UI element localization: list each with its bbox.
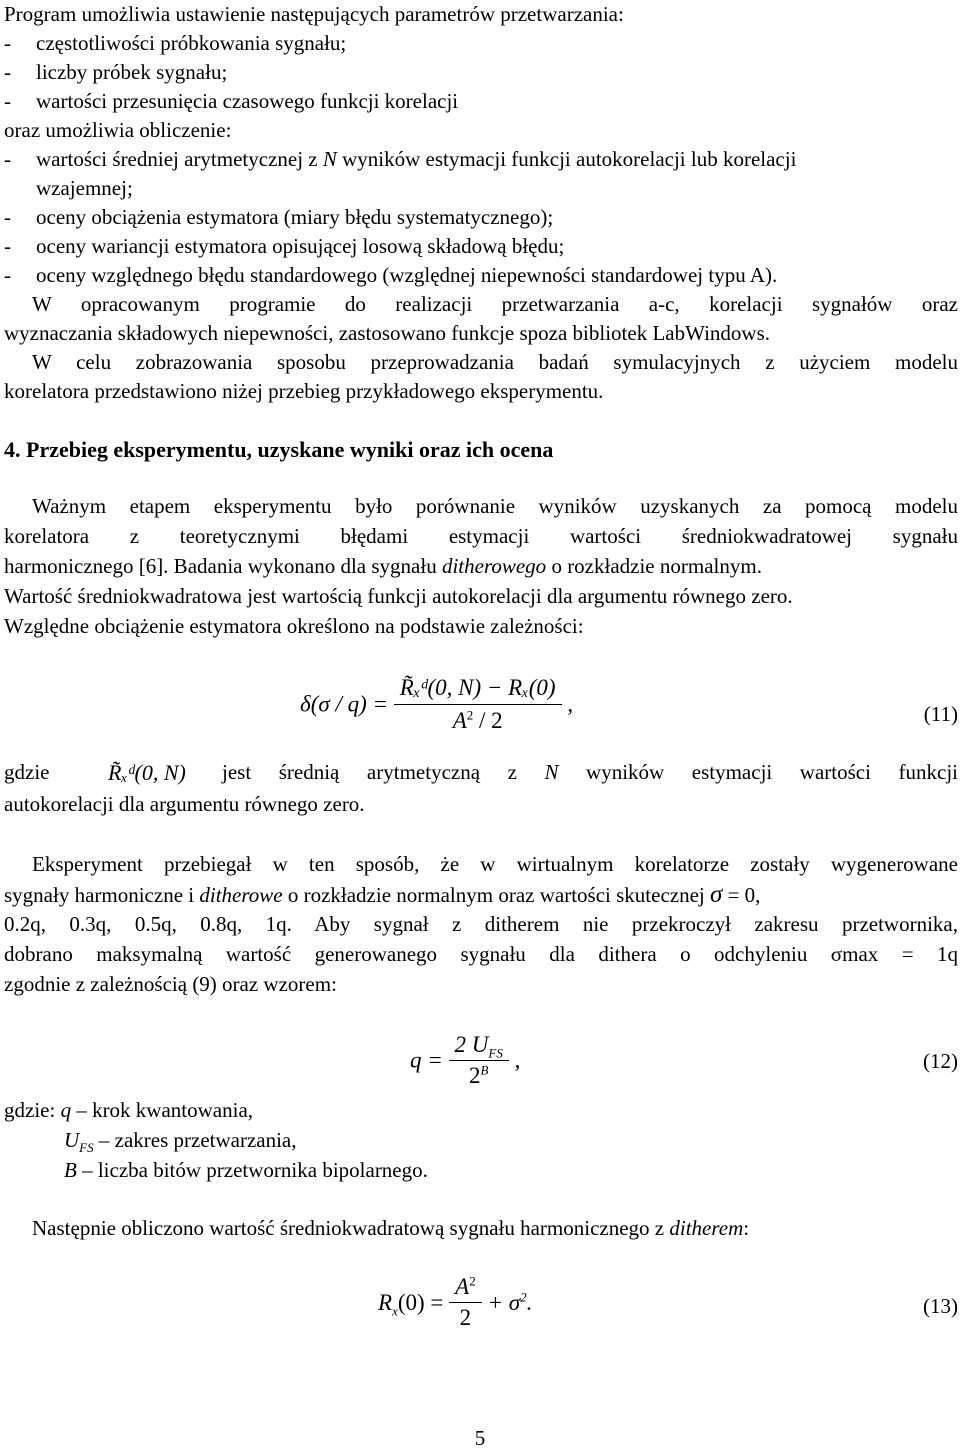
eq13-end: . [526,1289,533,1315]
para2-line1: W celu zobrazowania sposobu przeprowadzania badań symulacyjnych z użyciem modelu [32,350,958,374]
eq13-plus-sigma: + σ [487,1289,521,1315]
eq13-plus [487,1290,532,1315]
symbol-N: N [322,147,337,171]
para3-line1: Ważnym etapem eksperymentu było porównanie wyników uzyskanych za pomocą modelu [32,494,958,518]
eq12-numerator [449,1030,509,1060]
eq12-comma: , [514,1047,521,1073]
list-dash: - [4,60,11,84]
equation-number-11: (11) [923,702,958,726]
list-dash: - [4,263,11,287]
calc-item-1-cont: wzajemnej; [36,176,133,200]
para1-line1: W opracowanym programie do realizacji przetwarzania a-c, korelacji sygnałów oraz [32,292,958,316]
calc-text: oceny obciążenia estymatora (miary błędu systematycznego); [36,205,554,229]
para5-text: Następnie obliczono wartość średniokwadratową sygnału harmonicznego z [32,1216,670,1240]
eq12-fraction [449,1030,509,1091]
eq11-den-rest: / 2 [473,708,503,733]
where2-text: – zakres przetwarzania, [93,1128,297,1152]
equation-number-13: (13) [923,1294,958,1318]
list-dash: - [4,205,11,229]
param-item-3 [4,87,958,117]
para3-line5: Względne obciążenie estymatora określono na podstawie zależności: [4,614,584,638]
eq11-comma: , [567,691,574,717]
eq13-denominator: 2 [449,1302,482,1333]
param-item-1 [4,29,958,59]
equation-11 [300,672,573,737]
eq12-lhs: q = [410,1047,443,1073]
where2-line2 [64,1126,958,1156]
para2-line2: korelatora przedstawiono niżej przebieg przykładowego eksperymentu. [4,379,604,403]
para3-italic: ditherowego [441,554,547,578]
eq13-num-sup: 2 [469,1273,476,1289]
calc-text: wyników estymacji funkcji autokorelacji lub korelacji [336,147,797,171]
list-dash: - [4,89,11,113]
equation-number-12: (12) [923,1049,958,1073]
section-heading: 4. Przebieg eksperymentu, uzyskane wyniki oraz ich ocena [4,437,554,462]
calc-item-3 [4,232,958,262]
calc-text: oceny wariancji estymatora opisującej losową składową błędu; [36,234,565,258]
where2-line3 [64,1156,958,1186]
where1-line2: autokorelacji dla argumentu równego zero. [4,792,365,816]
para1-line2: wyznaczania składowych niepewności, zastosowano funkcje spoza bibliotek LabWindows. [4,321,771,345]
where1-text [222,758,958,788]
eq11-numerator: R̃ₓᵈ(0, N) − Rₓ(0) [399,675,556,700]
where2-label: gdzie: [4,1098,61,1122]
where1-text-a: jest średnią arytmetyczną z [222,760,545,784]
eq13-R: R [378,1289,393,1315]
para4-italic: ditherowe [199,883,283,907]
where1-text-b: wyników estymacji wartości funkcji [558,760,958,784]
eq11-lhs: δ(σ / q) = [300,691,389,717]
para3-text: harmonicznego [6]. Badania wykonano dla sygnału [4,554,442,578]
where1-symbol: R̃ₓᵈ(0, N) [108,760,186,785]
para5-line [32,1214,958,1244]
where-label: gdzie [4,760,50,784]
para4-text: o rozkładzie normalnym oraz wartości skutecznej [282,883,710,907]
calc-item-2 [4,203,958,233]
intro-line: Program umożliwia ustawienie następujących parametrów przetwarzania: [4,2,624,26]
eq13-plus-sup: 2 [520,1288,527,1304]
para3-line4: Wartość średniokwadratowa jest wartością funkcji autokorelacji dla argumentu równego zero. [4,584,793,608]
list-dash: - [4,234,11,258]
eq11-fraction [394,672,562,737]
page-number: 5 [474,1426,486,1450]
where2-text: – liczba bitów przetwornika bipolarnego. [76,1158,428,1182]
eq13-numerator [449,1272,482,1302]
param-text: częstotliwości próbkowania sygnału; [36,31,347,55]
para5-text: : [743,1216,750,1240]
eq13-num: A [455,1274,470,1299]
para4-line3: 0.2q, 0.3q, 0.5q, 0.8q, 1q. Aby sygnał z ditherem nie przekroczył zakresu przetwornika, [4,912,958,936]
para4-text: = 0, [722,883,761,907]
eq13-lhs [378,1289,444,1319]
param-text: liczby próbek sygnału; [36,60,228,84]
list-dash: - [4,31,11,55]
para3-line3 [4,552,958,582]
eq11-den-A: A [452,708,467,733]
eq12-num: 2 U [454,1032,489,1057]
symbol-U: U [64,1128,80,1152]
para4-line4: dobrano maksymalną wartość generowanego sygnału dla dithera o odchyleniu σmax = 1q [4,942,958,966]
para3-line2: korelatora z teoretycznymi błędami estymacji wartości średniokwadratowej sygnału [4,524,958,548]
symbol-N: N [544,760,559,784]
para3-text: o rozkładzie normalnym. [546,554,762,578]
calc-text: wartości średniej arytmetycznej z [36,147,323,171]
para5-italic: ditherem [669,1216,744,1240]
eq12-num-sub: FS [488,1045,503,1061]
symbol-sigma: σ [710,881,723,908]
param-text: wartości przesunięcia czasowego funkcji korelacji [36,89,459,113]
where2-line1 [4,1096,958,1126]
eq12-den-sup: B [480,1062,489,1078]
eq13-arg: (0) = [397,1289,444,1315]
where2-text: – krok kwantowania, [71,1098,254,1122]
symbol-q: q [60,1098,72,1122]
calc-item-4 [4,261,958,291]
where1-line1 [4,758,958,788]
eq12-den: 2 [468,1063,481,1088]
para4-line5: zgodnie z zależnością (9) oraz wzorem: [4,972,337,996]
para4-text: sygnały harmoniczne i [4,883,200,907]
eq12-denominator [449,1060,509,1091]
eq13-R-sub: x [392,1303,398,1319]
para4-line1: Eksperyment przebiegał w ten sposób, że w wirtualnym korelatorze zostały wygenerowane [32,852,958,876]
equation-12 [410,1030,520,1091]
symbol-B: B [64,1158,77,1182]
calc-intro-line: oraz umożliwia obliczenie: [4,118,232,142]
param-item-2 [4,58,958,88]
calc-text: oceny względnego błędu standardowego (względnej niepewności standardowej typu A). [36,263,778,287]
eq13-fraction [449,1272,482,1333]
symbol-U-sub: FS [79,1140,94,1156]
equation-13 [378,1272,532,1333]
calc-item-1 [4,145,958,175]
para4-line2 [4,880,958,911]
list-dash: - [4,147,11,171]
eq11-denominator: $A^2 / 2$ [394,704,562,737]
